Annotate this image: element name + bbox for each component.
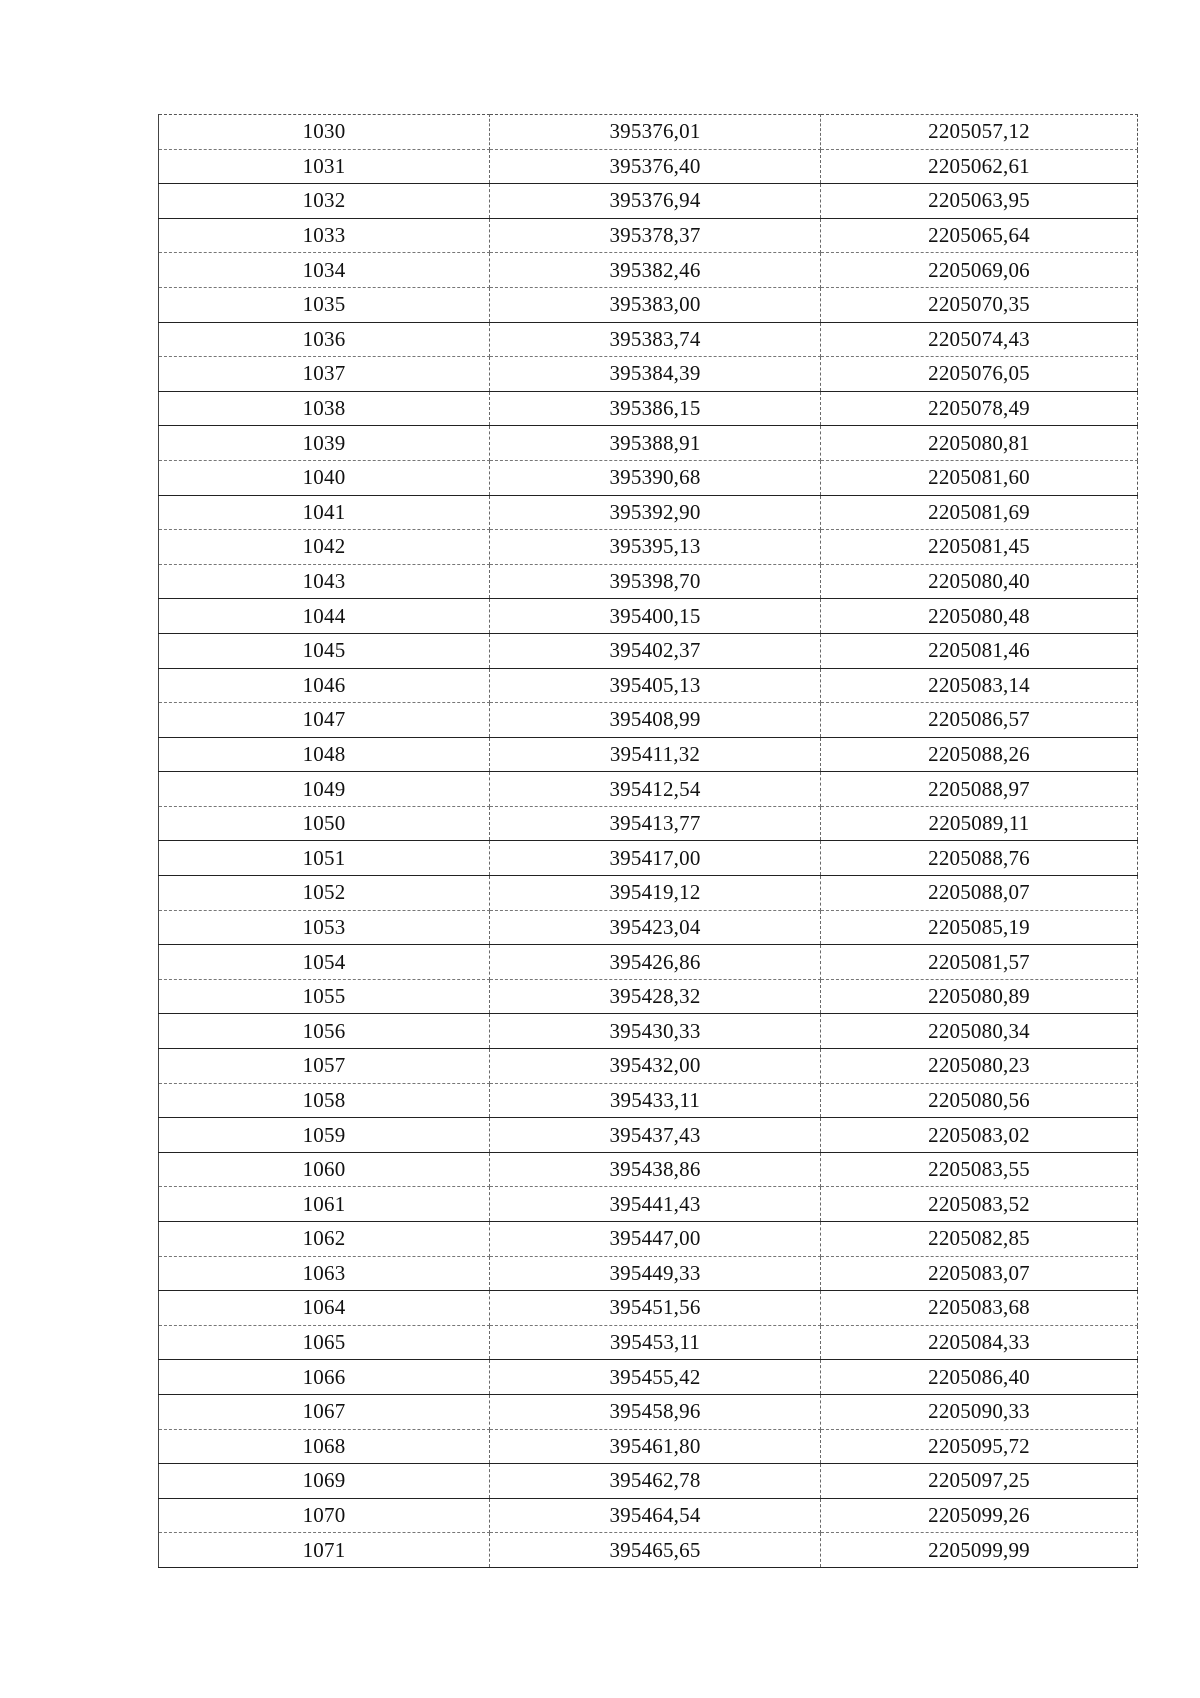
table-row <box>159 1498 1138 1533</box>
x-coordinate-cell: 395426,86 <box>490 945 821 980</box>
point-number-cell: 1052 <box>159 876 490 911</box>
y-coordinate-cell: 2205074,43 <box>821 322 1138 357</box>
table-row <box>159 460 1138 495</box>
x-coordinate-cell: 395382,46 <box>490 253 821 288</box>
point-number-cell: 1033 <box>159 218 490 253</box>
table-row <box>159 115 1138 150</box>
x-coordinate-cell: 395402,37 <box>490 633 821 668</box>
x-coordinate-cell: 395413,77 <box>490 806 821 841</box>
x-coordinate-cell: 395384,39 <box>490 357 821 392</box>
x-coordinate-cell: 395441,43 <box>490 1187 821 1222</box>
table-row <box>159 945 1138 980</box>
point-number-cell: 1039 <box>159 426 490 461</box>
y-coordinate-cell: 2205083,55 <box>821 1152 1138 1187</box>
table-row <box>159 391 1138 426</box>
point-number-cell: 1065 <box>159 1325 490 1360</box>
y-coordinate-cell: 2205081,69 <box>821 495 1138 530</box>
x-coordinate-cell: 395405,13 <box>490 668 821 703</box>
table-row <box>159 841 1138 876</box>
y-coordinate-cell: 2205081,46 <box>821 633 1138 668</box>
table-row <box>159 1325 1138 1360</box>
point-number-cell: 1038 <box>159 391 490 426</box>
point-number-cell: 1051 <box>159 841 490 876</box>
x-coordinate-cell: 395392,90 <box>490 495 821 530</box>
x-coordinate-cell: 395412,54 <box>490 772 821 807</box>
y-coordinate-cell: 2205097,25 <box>821 1464 1138 1499</box>
x-coordinate-cell: 395451,56 <box>490 1291 821 1326</box>
x-coordinate-cell: 395386,15 <box>490 391 821 426</box>
point-number-cell: 1068 <box>159 1429 490 1464</box>
table-row <box>159 426 1138 461</box>
table-row <box>159 806 1138 841</box>
point-number-cell: 1034 <box>159 253 490 288</box>
y-coordinate-cell: 2205081,60 <box>821 460 1138 495</box>
point-number-cell: 1062 <box>159 1222 490 1257</box>
x-coordinate-cell: 395411,32 <box>490 737 821 772</box>
point-number-cell: 1047 <box>159 703 490 738</box>
point-number-cell: 1066 <box>159 1360 490 1395</box>
table-row <box>159 1429 1138 1464</box>
point-number-cell: 1055 <box>159 979 490 1014</box>
y-coordinate-cell: 2205069,06 <box>821 253 1138 288</box>
table-row <box>159 1222 1138 1257</box>
table-row <box>159 218 1138 253</box>
y-coordinate-cell: 2205085,19 <box>821 910 1138 945</box>
table-row <box>159 184 1138 219</box>
x-coordinate-cell: 395417,00 <box>490 841 821 876</box>
table-row <box>159 1291 1138 1326</box>
x-coordinate-cell: 395376,40 <box>490 149 821 184</box>
table-row <box>159 1014 1138 1049</box>
table-row <box>159 599 1138 634</box>
y-coordinate-cell: 2205080,56 <box>821 1083 1138 1118</box>
point-number-cell: 1044 <box>159 599 490 634</box>
point-number-cell: 1070 <box>159 1498 490 1533</box>
point-number-cell: 1063 <box>159 1256 490 1291</box>
table-row <box>159 564 1138 599</box>
point-number-cell: 1060 <box>159 1152 490 1187</box>
point-number-cell: 1059 <box>159 1118 490 1153</box>
point-number-cell: 1042 <box>159 530 490 565</box>
point-number-cell: 1040 <box>159 460 490 495</box>
table-row <box>159 495 1138 530</box>
table-row <box>159 357 1138 392</box>
table-row <box>159 253 1138 288</box>
table-row <box>159 633 1138 668</box>
point-number-cell: 1064 <box>159 1291 490 1326</box>
y-coordinate-cell: 2205076,05 <box>821 357 1138 392</box>
y-coordinate-cell: 2205099,99 <box>821 1533 1138 1568</box>
y-coordinate-cell: 2205062,61 <box>821 149 1138 184</box>
y-coordinate-cell: 2205099,26 <box>821 1498 1138 1533</box>
x-coordinate-cell: 395449,33 <box>490 1256 821 1291</box>
coordinates-table-body <box>159 115 1138 1568</box>
x-coordinate-cell: 395390,68 <box>490 460 821 495</box>
x-coordinate-cell: 395458,96 <box>490 1394 821 1429</box>
table-row <box>159 1464 1138 1499</box>
coordinates-table <box>158 114 1138 1568</box>
point-number-cell: 1069 <box>159 1464 490 1499</box>
table-row <box>159 1118 1138 1153</box>
point-number-cell: 1053 <box>159 910 490 945</box>
table-row <box>159 1049 1138 1084</box>
y-coordinate-cell: 2205090,33 <box>821 1394 1138 1429</box>
x-coordinate-cell: 395419,12 <box>490 876 821 911</box>
x-coordinate-cell: 395453,11 <box>490 1325 821 1360</box>
point-number-cell: 1049 <box>159 772 490 807</box>
y-coordinate-cell: 2205065,64 <box>821 218 1138 253</box>
y-coordinate-cell: 2205057,12 <box>821 115 1138 150</box>
y-coordinate-cell: 2205088,07 <box>821 876 1138 911</box>
x-coordinate-cell: 395447,00 <box>490 1222 821 1257</box>
table-row <box>159 322 1138 357</box>
y-coordinate-cell: 2205088,76 <box>821 841 1138 876</box>
x-coordinate-cell: 395430,33 <box>490 1014 821 1049</box>
table-row <box>159 1256 1138 1291</box>
table-row <box>159 910 1138 945</box>
x-coordinate-cell: 395408,99 <box>490 703 821 738</box>
y-coordinate-cell: 2205080,48 <box>821 599 1138 634</box>
y-coordinate-cell: 2205081,57 <box>821 945 1138 980</box>
table-row <box>159 1152 1138 1187</box>
x-coordinate-cell: 395438,86 <box>490 1152 821 1187</box>
table-row <box>159 1360 1138 1395</box>
table-row <box>159 876 1138 911</box>
x-coordinate-cell: 395461,80 <box>490 1429 821 1464</box>
y-coordinate-cell: 2205078,49 <box>821 391 1138 426</box>
x-coordinate-cell: 395465,65 <box>490 1533 821 1568</box>
y-coordinate-cell: 2205089,11 <box>821 806 1138 841</box>
x-coordinate-cell: 395455,42 <box>490 1360 821 1395</box>
point-number-cell: 1041 <box>159 495 490 530</box>
y-coordinate-cell: 2205080,34 <box>821 1014 1138 1049</box>
point-number-cell: 1030 <box>159 115 490 150</box>
point-number-cell: 1048 <box>159 737 490 772</box>
table-row <box>159 530 1138 565</box>
point-number-cell: 1056 <box>159 1014 490 1049</box>
x-coordinate-cell: 395376,94 <box>490 184 821 219</box>
y-coordinate-cell: 2205088,26 <box>821 737 1138 772</box>
y-coordinate-cell: 2205086,57 <box>821 703 1138 738</box>
y-coordinate-cell: 2205070,35 <box>821 287 1138 322</box>
table-row <box>159 772 1138 807</box>
x-coordinate-cell: 395428,32 <box>490 979 821 1014</box>
y-coordinate-cell: 2205083,68 <box>821 1291 1138 1326</box>
y-coordinate-cell: 2205083,52 <box>821 1187 1138 1222</box>
y-coordinate-cell: 2205095,72 <box>821 1429 1138 1464</box>
y-coordinate-cell: 2205083,07 <box>821 1256 1138 1291</box>
y-coordinate-cell: 2205082,85 <box>821 1222 1138 1257</box>
y-coordinate-cell: 2205080,40 <box>821 564 1138 599</box>
table-row <box>159 668 1138 703</box>
x-coordinate-cell: 395433,11 <box>490 1083 821 1118</box>
y-coordinate-cell: 2205080,89 <box>821 979 1138 1014</box>
point-number-cell: 1037 <box>159 357 490 392</box>
x-coordinate-cell: 395423,04 <box>490 910 821 945</box>
point-number-cell: 1061 <box>159 1187 490 1222</box>
x-coordinate-cell: 395432,00 <box>490 1049 821 1084</box>
x-coordinate-cell: 395388,91 <box>490 426 821 461</box>
y-coordinate-cell: 2205086,40 <box>821 1360 1138 1395</box>
y-coordinate-cell: 2205081,45 <box>821 530 1138 565</box>
table-row <box>159 979 1138 1014</box>
x-coordinate-cell: 395400,15 <box>490 599 821 634</box>
table-row <box>159 149 1138 184</box>
point-number-cell: 1067 <box>159 1394 490 1429</box>
table-row <box>159 287 1138 322</box>
point-number-cell: 1045 <box>159 633 490 668</box>
x-coordinate-cell: 395376,01 <box>490 115 821 150</box>
y-coordinate-cell: 2205080,81 <box>821 426 1138 461</box>
y-coordinate-cell: 2205063,95 <box>821 184 1138 219</box>
x-coordinate-cell: 395398,70 <box>490 564 821 599</box>
x-coordinate-cell: 395437,43 <box>490 1118 821 1153</box>
point-number-cell: 1046 <box>159 668 490 703</box>
point-number-cell: 1036 <box>159 322 490 357</box>
point-number-cell: 1058 <box>159 1083 490 1118</box>
table-row <box>159 1533 1138 1568</box>
y-coordinate-cell: 2205080,23 <box>821 1049 1138 1084</box>
y-coordinate-cell: 2205084,33 <box>821 1325 1138 1360</box>
point-number-cell: 1057 <box>159 1049 490 1084</box>
table-row <box>159 1187 1138 1222</box>
point-number-cell: 1043 <box>159 564 490 599</box>
y-coordinate-cell: 2205083,14 <box>821 668 1138 703</box>
y-coordinate-cell: 2205083,02 <box>821 1118 1138 1153</box>
table-row <box>159 737 1138 772</box>
table-row <box>159 1394 1138 1429</box>
table-row <box>159 1083 1138 1118</box>
table-row <box>159 703 1138 738</box>
point-number-cell: 1050 <box>159 806 490 841</box>
point-number-cell: 1054 <box>159 945 490 980</box>
x-coordinate-cell: 395464,54 <box>490 1498 821 1533</box>
x-coordinate-cell: 395395,13 <box>490 530 821 565</box>
x-coordinate-cell: 395378,37 <box>490 218 821 253</box>
x-coordinate-cell: 395383,00 <box>490 287 821 322</box>
point-number-cell: 1031 <box>159 149 490 184</box>
point-number-cell: 1032 <box>159 184 490 219</box>
x-coordinate-cell: 395383,74 <box>490 322 821 357</box>
point-number-cell: 1035 <box>159 287 490 322</box>
point-number-cell: 1071 <box>159 1533 490 1568</box>
x-coordinate-cell: 395462,78 <box>490 1464 821 1499</box>
y-coordinate-cell: 2205088,97 <box>821 772 1138 807</box>
